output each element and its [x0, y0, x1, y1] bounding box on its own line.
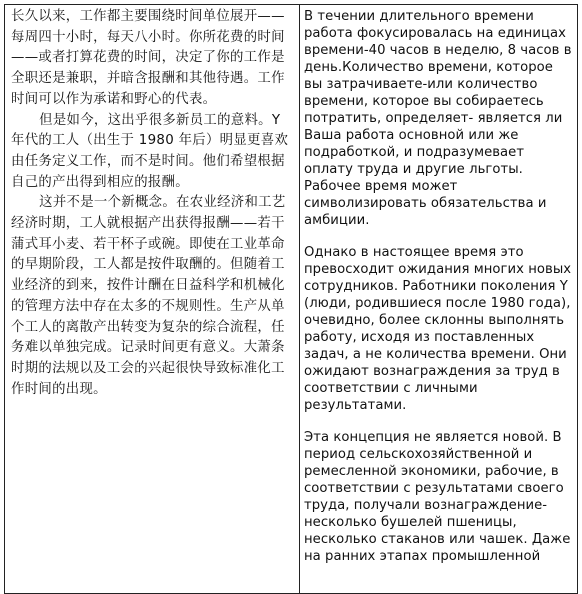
russian-paragraph-1: В течении длительного времени работа фокусировалась на единицах времени-40 часов в неделю, 8 часов в день.Количество времени, которое вы затрачиваете-или количество времени, которое вы собираетесь потратить, определяет- является ли Ваша работа основной или же подработкой, и подразумевает оплату труда и другие льготы. Рабочее время может символизировать обязательства и амбиции. [304, 9, 572, 228]
chinese-paragraph-3: 这并不是一个新概念。在农业经济和工艺经济时期，工人就根据产出获得报酬——若干蒲式耳小麦、若干杯子或碗。即使在工业革命的早期阶段，工人都是按件取酬的。但随着工业经济的到来，按件计酬在日益科学和机械化的管理方法中存在太多的不规则性。生产从单个工人的离散产出转变为复杂的综合流程，任务难以单独完成。记录时间更有意义。大萧条时期的法规以及工会的兴起很快导致标准化工作时间的出现。 [11, 195, 286, 397]
chinese-paragraph-2: 但是如今，这出乎很多新员工的意料。Y 年代的工人（出生于 1980 年后）明显更喜欢由任务定义工作，而不是时间。他们希望根据自己的产出得到相应的报酬。 [11, 112, 289, 190]
paragraph-gap [304, 229, 573, 244]
paragraph-gap [304, 414, 573, 429]
chinese-text-column [5, 5, 300, 593]
russian-paragraph-2: Однако в настоящее время это превосходит ожидания многих новых сотрудников. Работники поколения Y (люди, родившиеся после 1980 года), очевидно, более склонны выполнять работу, исходя из поставленных задач, а не количества времени. Они ожидают вознаграждения за труд в соответствии с личными результатами. [304, 245, 572, 413]
russian-paragraph-3: Эта концепция не является новой. В период сельскохозяйственной и ремесленной экономики, рабочие, в соответствии с результатами своего труда, получали вознаграждение- несколько бушелей пшеницы, несколько стаканов или чашек. Даже на ранних этапах промышленной [304, 430, 571, 564]
chinese-paragraph-1: 长久以来，工作都主要围绕时间单位展开——每周四十小时，每天八小时。你所花费的时间——或者打算花费的时间，决定了你的工作是全职还是兼职，并暗含报酬和其他待遇。工作时间可以作为承诺和野心的代表。 [11, 9, 285, 107]
translation-table [4, 4, 578, 594]
russian-text-column [300, 5, 577, 593]
